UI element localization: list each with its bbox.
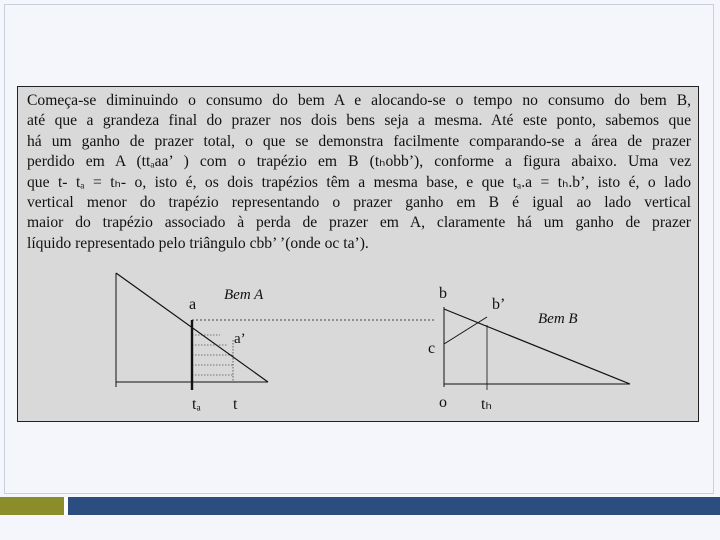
label-t: t [233, 396, 238, 413]
paragraph-line-4: perdido em A (ttₐaa’ ) com o trapézio em B (tₕobb’), conforme a figura abaixo. Uma vez [27, 153, 691, 171]
c-to-b-prime-line [444, 317, 487, 344]
footer-bar-blue-segment [68, 497, 720, 515]
utility-diagram [18, 87, 700, 423]
label-bem-b: Bem B [538, 311, 578, 327]
paragraph-line-7: maior do trapézio associado à perda de prazer em A, claramente há um ganho de prazer [27, 214, 691, 232]
diagram-bem-a [116, 273, 436, 390]
label-o: o [439, 394, 447, 411]
content-box [17, 86, 699, 422]
label-b-prime: b’ [492, 296, 506, 313]
paragraph-line-2: até que a grandeza final do prazer nos dois bens seja a mesma. Até este ponto, sabemos que [27, 112, 691, 130]
label-tb: tₕ [481, 396, 492, 413]
label-b: b [439, 285, 447, 302]
paragraph-line-3: há um ganho de prazer total, o que se demonstra facilmente comparando-se a área de prazer [27, 132, 691, 150]
label-ta: tₐ [192, 396, 201, 413]
footer-bar [0, 497, 720, 515]
diagram-bem-b [444, 307, 630, 390]
label-a: a [189, 296, 197, 313]
paragraph-line-8: líquido representado pelo triângulo cbb’ ’(onde oc ta’). [27, 234, 369, 252]
paragraph-line-6: vertical menor do trapézio representando o prazer ganho em B é igual ao lado vertical [27, 194, 691, 212]
label-bem-a: Bem A [224, 287, 264, 303]
paragraph-line-1: Começa-se diminuindo o consumo do bem A e alocando-se o tempo no consumo do bem B, [27, 92, 691, 109]
demand-line-b [444, 309, 630, 384]
paragraph-line-5: que t- tₐ = tₕ- o, isto é, os dois trapézios têm a mesma base, e que tₐ.a = tₕ.b’, isto é, o lado [27, 173, 691, 191]
footer-bar-olive-segment [0, 497, 64, 515]
label-a-prime: a’ [234, 331, 246, 347]
label-c: c [428, 340, 436, 357]
